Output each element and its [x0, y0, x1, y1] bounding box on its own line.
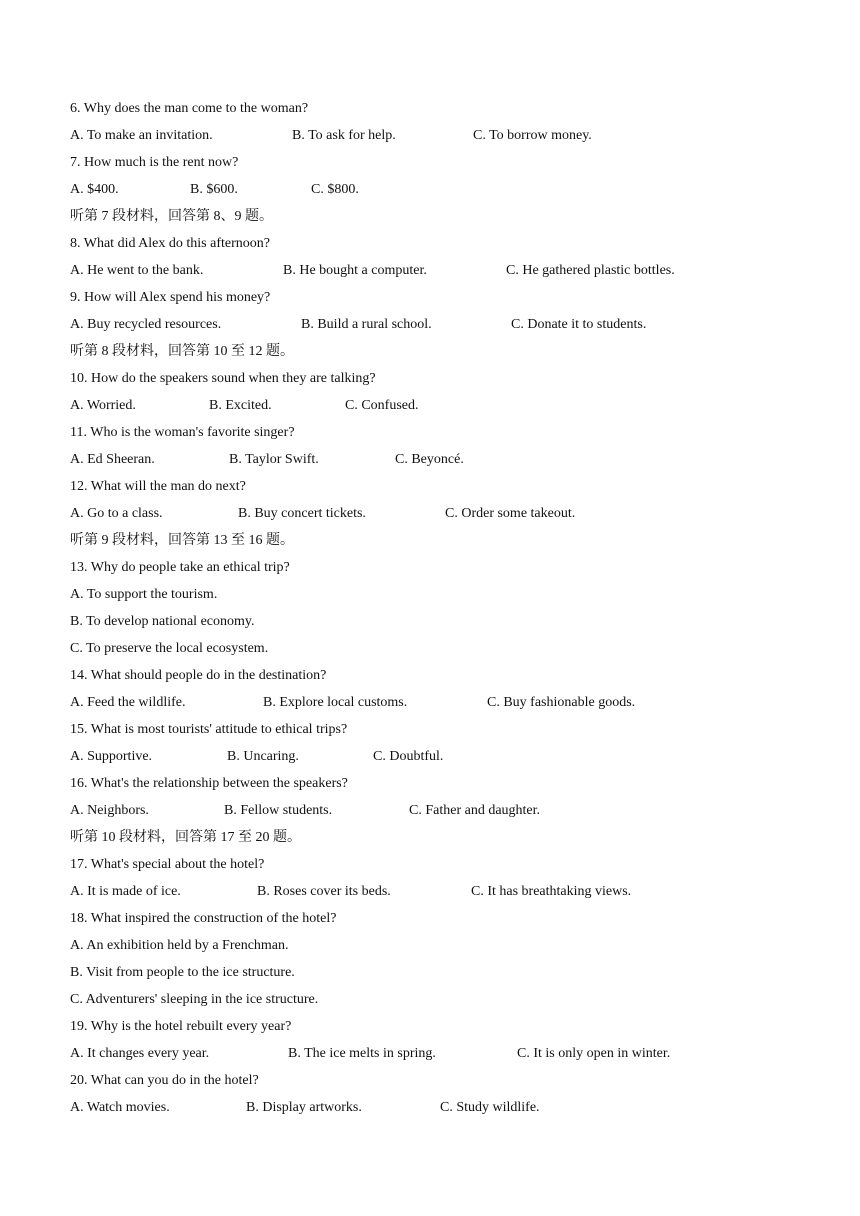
question-16-options — [70, 797, 810, 824]
question-10-options — [70, 392, 810, 419]
question-20-options — [70, 1094, 810, 1121]
question-12-options — [70, 500, 810, 527]
question-15-option-a: A. Supportive. — [70, 749, 153, 764]
question-10-option-c: C. Confused. — [345, 398, 419, 413]
question-20-text: 20. What can you do in the hotel? — [70, 1073, 259, 1088]
question-7-options — [70, 176, 810, 203]
question-15-options — [70, 743, 810, 770]
question-11-text: 11. Who is the woman's favorite singer? — [70, 425, 295, 440]
question-17-options — [70, 878, 810, 905]
question-14-option-c: C. Buy fashionable goods. — [487, 695, 636, 710]
question-8-option-c: C. He gathered plastic bottles. — [506, 263, 675, 278]
question-16-text: 16. What's the relationship between the speakers? — [70, 776, 348, 791]
question-14-options — [70, 689, 810, 716]
question-17-option-b: B. Roses cover its beds. — [257, 884, 391, 899]
question-9-text: 9. How will Alex spend his money? — [70, 290, 271, 305]
question-20-option-a: A. Watch movies. — [70, 1100, 170, 1115]
question-14-option-a: A. Feed the wildlife. — [70, 695, 186, 710]
section-heading: 听第 10 段材料，回答第 17 至 20 题。 — [70, 830, 301, 845]
question-7-option-a: A. $400. — [70, 182, 119, 197]
question-7-text: 7. How much is the rent now? — [70, 155, 239, 170]
question-19-options — [70, 1040, 810, 1067]
question-10-text: 10. How do the speakers sound when they are talking? — [70, 371, 376, 386]
question-12-option-b: B. Buy concert tickets. — [238, 506, 366, 521]
question-13-text: 13. Why do people take an ethical trip? — [70, 560, 290, 575]
question-12-option-c: C. Order some takeout. — [445, 506, 576, 521]
question-8-option-b: B. He bought a computer. — [283, 263, 427, 278]
question-18-option-a: A. An exhibition held by a Frenchman. — [70, 938, 289, 953]
question-7-option-b: B. $600. — [190, 182, 238, 197]
question-13-option-b: B. To develop national economy. — [70, 614, 255, 629]
question-6-option-c: C. To borrow money. — [473, 128, 592, 143]
question-17-option-c: C. It has breathtaking views. — [471, 884, 632, 899]
question-6-option-a: A. To make an invitation. — [70, 128, 213, 143]
question-16-option-c: C. Father and daughter. — [409, 803, 541, 818]
question-11-option-b: B. Taylor Swift. — [229, 452, 319, 467]
question-9-option-b: B. Build a rural school. — [301, 317, 432, 332]
question-14-option-b: B. Explore local customs. — [263, 695, 408, 710]
question-16-option-b: B. Fellow students. — [224, 803, 333, 818]
listening-questions — [70, 95, 810, 1121]
question-13-option-a: A. To support the tourism. — [70, 587, 218, 602]
question-16-option-a: A. Neighbors. — [70, 803, 149, 818]
question-12-text: 12. What will the man do next? — [70, 479, 246, 494]
question-18-option-c: C. Adventurers' sleeping in the ice structure. — [70, 992, 319, 1007]
question-19-text: 19. Why is the hotel rebuilt every year? — [70, 1019, 292, 1034]
question-9-options — [70, 311, 810, 338]
question-11-option-a: A. Ed Sheeran. — [70, 452, 155, 467]
question-6-option-b: B. To ask for help. — [292, 128, 396, 143]
question-9-option-c: C. Donate it to students. — [511, 317, 647, 332]
question-17-option-a: A. It is made of ice. — [70, 884, 181, 899]
question-15-text: 15. What is most tourists' attitude to ethical trips? — [70, 722, 348, 737]
question-6-options — [70, 122, 810, 149]
question-12-option-a: A. Go to a class. — [70, 506, 163, 521]
question-8-text: 8. What did Alex do this afternoon? — [70, 236, 270, 251]
question-8-option-a: A. He went to the bank. — [70, 263, 204, 278]
question-15-option-c: C. Doubtful. — [373, 749, 444, 764]
question-20-option-b: B. Display artworks. — [246, 1100, 362, 1115]
question-19-option-b: B. The ice melts in spring. — [288, 1046, 436, 1061]
question-10-option-a: A. Worried. — [70, 398, 136, 413]
question-17-text: 17. What's special about the hotel? — [70, 857, 265, 872]
question-19-option-c: C. It is only open in winter. — [517, 1046, 671, 1061]
question-15-option-b: B. Uncaring. — [227, 749, 299, 764]
section-heading: 听第 7 段材料，回答第 8、9 题。 — [70, 209, 273, 224]
question-13-option-c: C. To preserve the local ecosystem. — [70, 641, 269, 656]
question-19-option-a: A. It changes every year. — [70, 1046, 210, 1061]
question-18-option-b: B. Visit from people to the ice structure. — [70, 965, 295, 980]
question-8-options — [70, 257, 810, 284]
section-heading: 听第 9 段材料，回答第 13 至 16 题。 — [70, 533, 294, 548]
question-11-option-c: C. Beyoncé. — [395, 452, 464, 467]
question-7-option-c: C. $800. — [311, 182, 359, 197]
question-18-text: 18. What inspired the construction of the hotel? — [70, 911, 337, 926]
question-6-text: 6. Why does the man come to the woman? — [70, 101, 309, 116]
question-20-option-c: C. Study wildlife. — [440, 1100, 540, 1115]
question-10-option-b: B. Excited. — [209, 398, 272, 413]
section-heading: 听第 8 段材料，回答第 10 至 12 题。 — [70, 344, 294, 359]
question-9-option-a: A. Buy recycled resources. — [70, 317, 222, 332]
question-14-text: 14. What should people do in the destination? — [70, 668, 327, 683]
question-11-options — [70, 446, 810, 473]
